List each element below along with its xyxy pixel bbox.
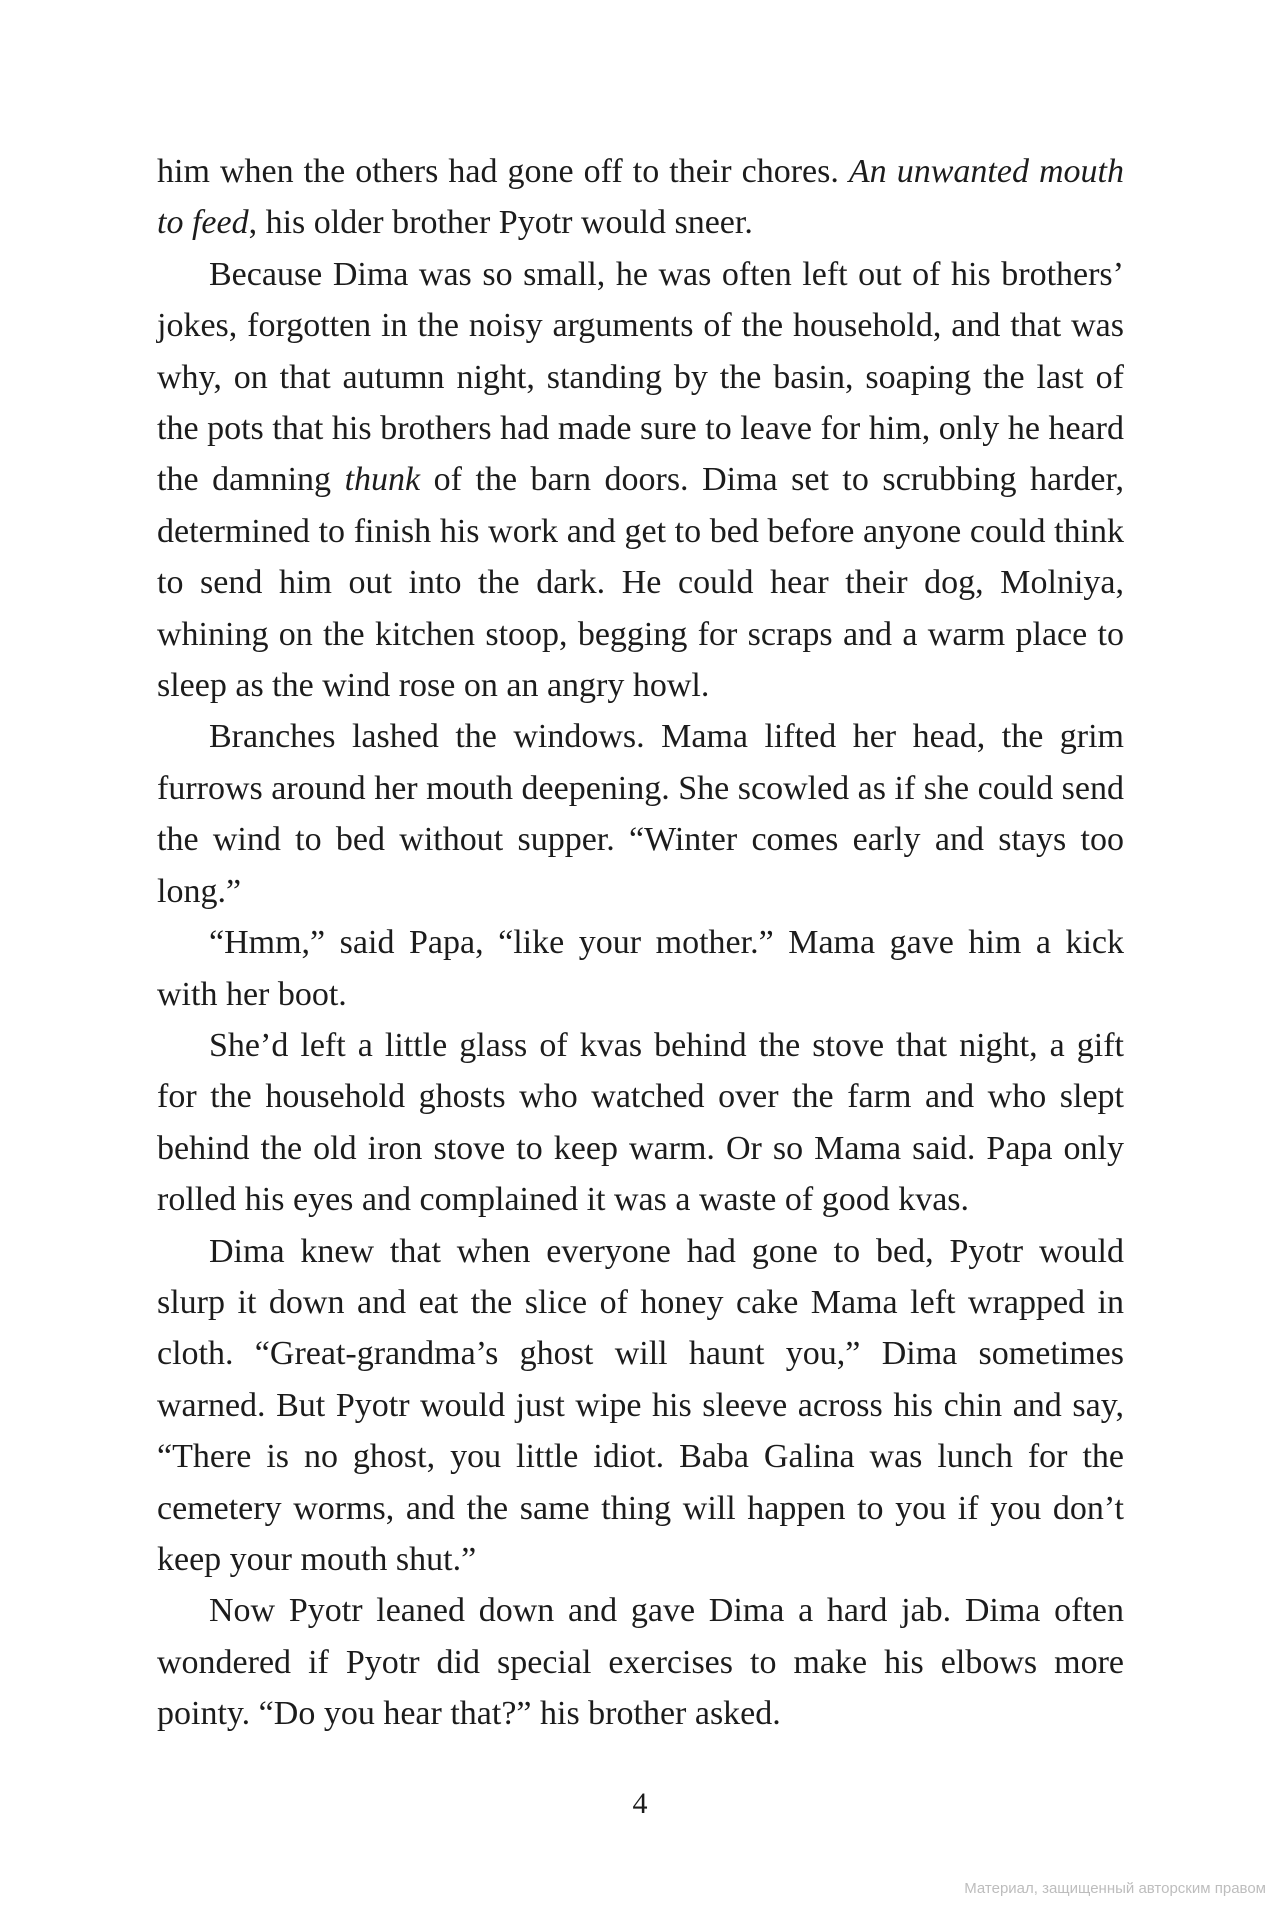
copyright-watermark: Материал, защищенный авторским правом bbox=[964, 1880, 1266, 1897]
paragraph-3: Branches lashed the windows. Mama lifted her head, the grim furrows around her mouth deepening. She scowled as if she could send the wind to bed without supper. “Winter comes early and stays too long.” bbox=[157, 718, 1124, 910]
paragraph-2: Because Dima was so small, he was often left out of his brothers’ jokes, forgotten in the noisy arguments of the household, and that was why, on that autumn night, standing by the basin, soaping the last of the pots that his brothers had made sure to leave for him, only he heard the damning thunk of the barn doors. Dima set to scrubbing harder, determined to finish his work and get to bed before anyone could think to send him out into the dark. He could hear their dog, Molniya, whining on the kitchen stoop, begging for scraps and a warm place to sleep as the wind rose on an angry howl. bbox=[157, 255, 1124, 705]
paragraph-4: “Hmm,” said Papa, “like your mother.” Mama gave him a kick with her boot. bbox=[157, 924, 1124, 1013]
page-number: 4 bbox=[632, 1787, 648, 1820]
paragraph-7: Now Pyotr leaned down and gave Dima a hard jab. Dima often wondered if Pyotr did special exercises to make his elbows more pointy. “Do you hear that?” his brother asked. bbox=[157, 1592, 1124, 1733]
body-text bbox=[157, 146, 1124, 1740]
paragraph-1: him when the others had gone off to their chores. An unwanted mouth to feed, his older brother Pyotr would sneer. bbox=[157, 153, 1124, 242]
paragraph-6: Dima knew that when everyone had gone to bed, Pyotr would slurp it down and eat the slice of honey cake Mama left wrapped in cloth. “Great-grandma’s ghost will haunt you,” Dima sometimes warned. But Pyotr would just wipe his sleeve across his chin and say, “There is no ghost, you little idiot. Baba Galina was lunch for the cemetery worms, and the same thing will happen to you if you don’t keep your mouth shut.” bbox=[157, 1232, 1124, 1578]
paragraph-5: She’d left a little glass of kvas behind the stove that night, a gift for the household ghosts who watched over the farm and who slept behind the old iron stove to keep warm. Or so Mama said. Papa only rolled his eyes and complained it was a waste of good kvas. bbox=[157, 1026, 1124, 1219]
